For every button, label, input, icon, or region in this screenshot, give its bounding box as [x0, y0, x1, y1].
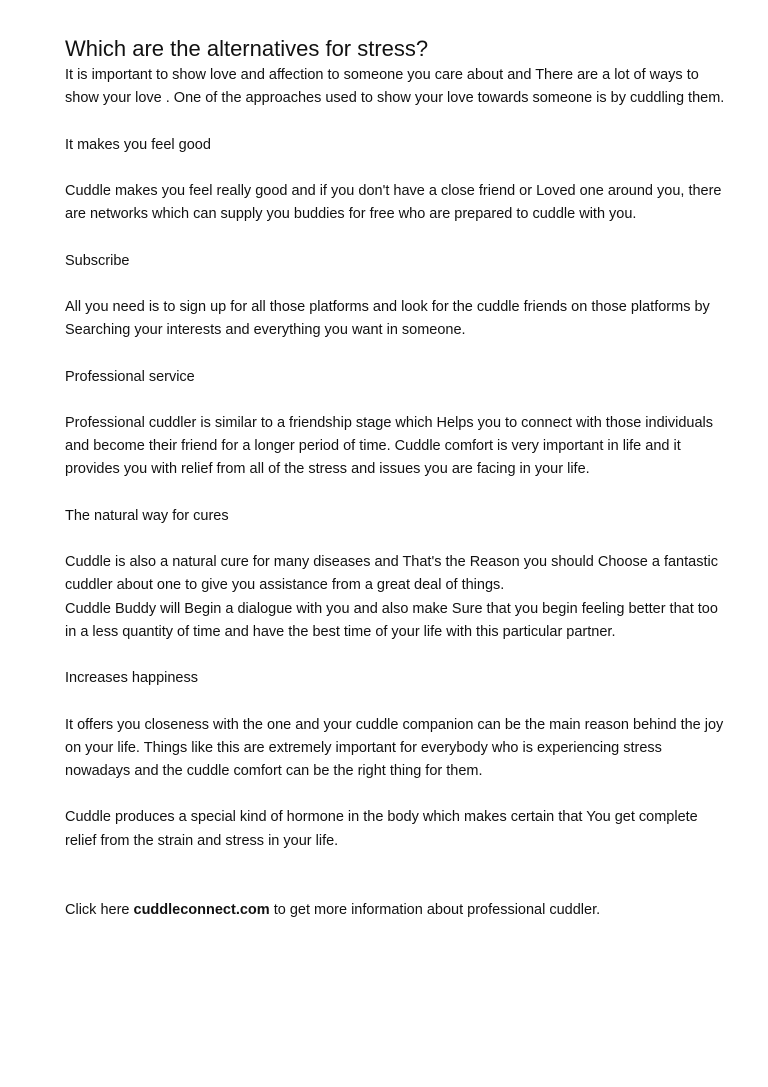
page-title: Which are the alternatives for stress? — [65, 36, 429, 61]
heading-natural-way: The natural way for cures — [65, 507, 229, 524]
natural-paragraph-2: Cuddle Buddy will Begin a dialogue with you and also make Sure that you begin feeling better that too in a less quantity of time and have the best time of your life with this particular partner. — [65, 600, 718, 640]
footer-suffix: to get more information about professional cuddler. — [269, 902, 601, 919]
footer-line — [65, 899, 725, 922]
heading-increases-happiness: Increases happiness — [65, 670, 198, 687]
hormone-paragraph: Cuddle produces a special kind of hormone in the body which makes certain that You get complete relief from the strain and stress in your life. — [65, 809, 698, 849]
cuddleconnect-link[interactable]: cuddleconnect.com — [133, 902, 270, 919]
heading-subscribe: Subscribe — [65, 252, 130, 269]
document-page — [65, 34, 725, 922]
feel-good-paragraph: Cuddle makes you feel really good and if you don't have a close friend or Loved one around you, there are networks which can supply you buddies for free who are prepared to cuddle with you. — [65, 182, 722, 223]
subscribe-paragraph: All you need is to sign up for all those platforms and look for the cuddle friends on those platforms by Searching your interests and everything you want in someone. — [65, 298, 710, 339]
professional-paragraph: Professional cuddler is similar to a friendship stage which Helps you to connect with those individuals and become their friend for a longer period of time. Cuddle comfort is very important in life and it provides you with relief from all of the stress and issues you are facing in your life. — [65, 414, 713, 478]
heading-feel-good: It makes you feel good — [65, 136, 211, 153]
heading-professional-service: Professional service — [65, 368, 195, 385]
natural-paragraph-1: Cuddle is also a natural cure for many diseases and That's the Reason you should Choose a fantastic cuddler about one to give you assistance from a great deal of things. — [65, 554, 718, 594]
footer-prefix: Click here — [65, 902, 134, 919]
happiness-paragraph: It offers you closeness with the one and your cuddle companion can be the main reason behind the joy on your life. Things like this are extremely important for everybody who is experiencing stress nowadays and the cuddle comfort can be the right thing for them. — [65, 716, 724, 779]
intro-paragraph: It is important to show love and affection to someone you care about and There are a lot of ways to show your love . One of the approaches used to show your love towards someone is by cuddling them. — [65, 67, 725, 107]
